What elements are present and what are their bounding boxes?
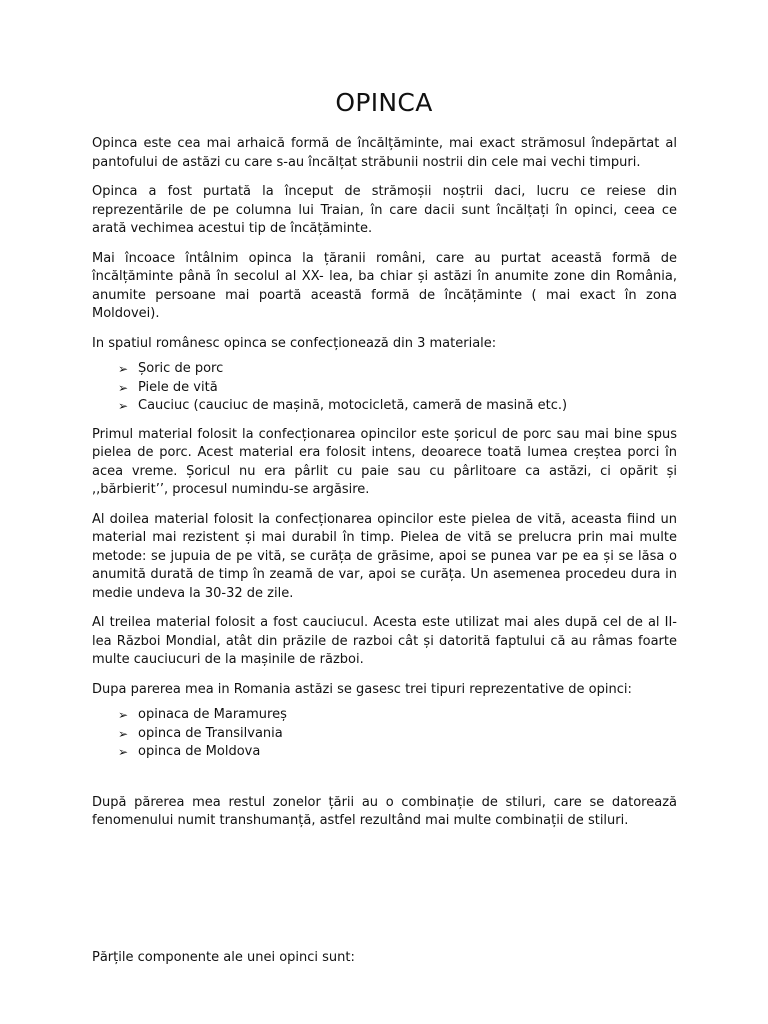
paragraph-conclusion: După părerea mea restul zonelor țării au o combinație de stiluri, care se datorează fenomenului numit transhumanță, astfel rezultând mai multe combinații de stiluri.	[92, 794, 677, 828]
list-item-text: opinca de Moldova	[138, 744, 261, 759]
paragraph-components-intro: Părțile componente ale unei opinci sunt:	[92, 949, 355, 965]
arrowhead-bullet-icon: ➢	[118, 745, 129, 759]
list-item-text: Piele de vită	[138, 379, 218, 395]
types-list	[92, 706, 677, 762]
paragraph-materials-intro: In spatiul românesc opinca se confecționează din 3 materiale:	[92, 335, 497, 351]
paragraph-intro: Opinca este cea mai arhaică formă de încălțăminte, mai exact strămosul îndepărtat al pantofului de astăzi cu care s-au încălțat străbunii nostrii din cele mai vechi timpuri.	[92, 136, 677, 170]
list-item-text: Șoric de porc	[138, 361, 224, 376]
list-item-text: opinaca de Maramureș	[138, 707, 287, 722]
arrowhead-bullet-icon: ➢	[118, 726, 129, 741]
paragraph-tarani: Mai încoace întâlnim opinca la țăranii români, care au purtat această formă de încălțăminte până în secolul al XX- lea, ba chiar și astăzi în anumite zone din România, anumite persoane mai poartă această formă de încățăminte ( mai exact în zona Moldovei).	[92, 250, 677, 321]
arrowhead-bullet-icon: ➢	[118, 362, 129, 376]
list-item	[118, 379, 677, 398]
paragraph-daci: Opinca a fost purtată la început de strămoșii noștrii daci, lucru ce reiese din reprezentările de pe columna lui Traian, în care dacii sunt încălțați în opinci, ceea ce arată vechimea acestui tip de încățăminte.	[92, 184, 677, 236]
paragraph-types-intro: Dupa parerea mea in Romania astăzi se gasesc trei tipuri reprezentative de opinci:	[92, 681, 632, 697]
document-body	[92, 135, 677, 978]
arrowhead-bullet-icon: ➢	[118, 380, 129, 395]
list-item	[118, 725, 677, 744]
list-item	[118, 706, 677, 725]
document-title: OPINCA	[335, 88, 433, 117]
list-item-text: opinca de Transilvania	[138, 725, 283, 741]
arrowhead-bullet-icon: ➢	[118, 708, 129, 722]
list-item	[118, 743, 677, 762]
spacer	[92, 842, 677, 949]
list-item-text: Cauciuc (cauciuc de mașină, motocicletă, cameră de masină etc.)	[138, 398, 568, 413]
paragraph-piele-vita: Al doilea material folosit la confecționarea opincilor este pielea de vită, aceasta fiind un material mai rezistent și mai durabil în timp. Pielea de vită se prelucra prin mai multe metode: se jupuia de pe vită, se curăța de grăsime, apoi se punea var pe ea și se lăsa o anumită durată de timp în zeamă de var, apoi se curăța. Un asemenea procedeu dura in medie undeva la 30-32 de zile.	[92, 511, 677, 601]
paragraph-cauciuc: Al treilea material folosit a fost cauciucul. Acesta este utilizat mai ales după cel de al II-lea Război Mondial, atât din prăzile de razboi cât și datorită faptului că au râmas foarte multe cauciucuri de la mașinile de război.	[92, 615, 677, 667]
list-item	[118, 360, 677, 379]
materials-list	[92, 360, 677, 416]
spacer	[92, 772, 677, 794]
list-item	[118, 397, 677, 416]
paragraph-soric: Primul material folosit la confecționarea opincilor este șoricul de porc sau mai bine spus pielea de porc. Acest material era folosit intens, deoarece toată lumea creștea porci în acea vreme. Șoricul nu era pârlit cu paie sau cu pârlitoare ca astăzi, ci opărit și ,,bărbierit’’, procesul numindu-se argăsire.	[92, 426, 677, 497]
arrowhead-bullet-icon: ➢	[118, 399, 129, 413]
